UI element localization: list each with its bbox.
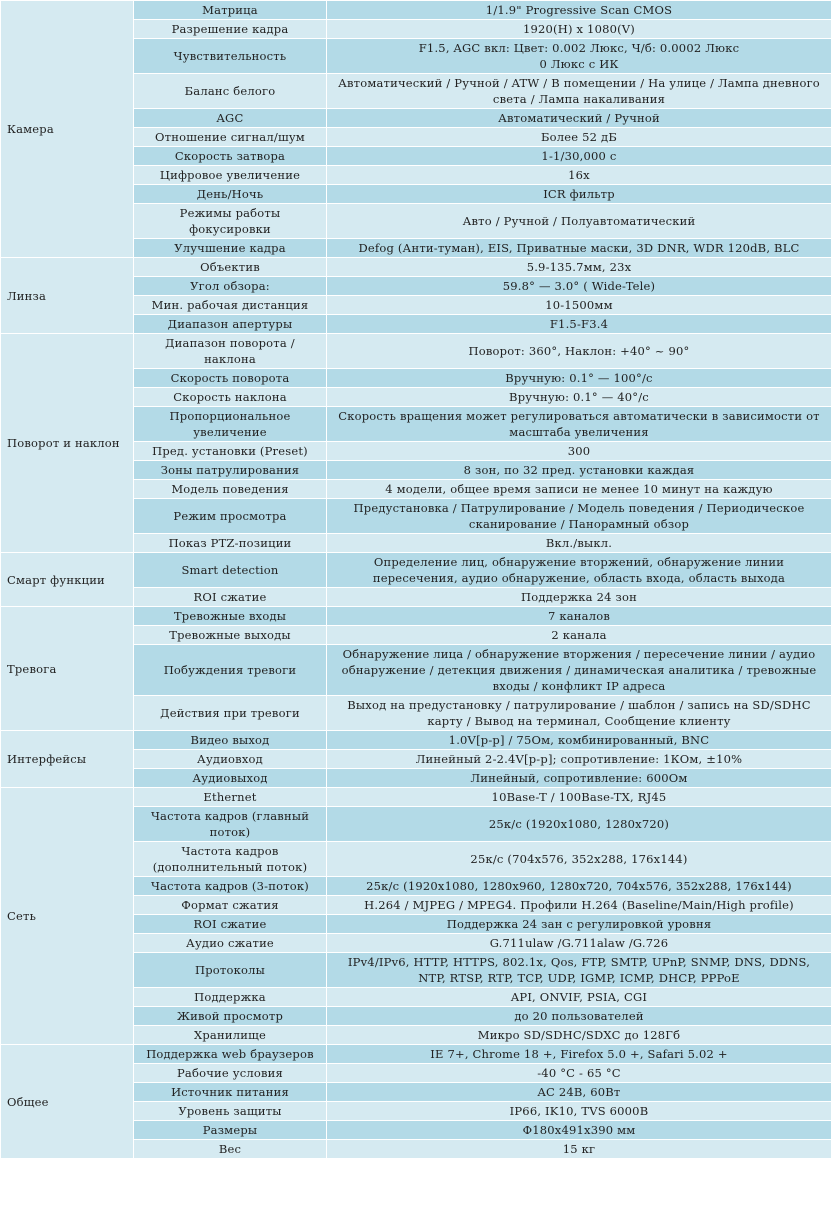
spec-label: Чувствительность: [134, 39, 327, 74]
spec-label: Тревожные входы: [134, 607, 327, 626]
spec-value: 1920(H) x 1080(V): [327, 20, 831, 39]
spec-label: Формат сжатия: [134, 896, 327, 915]
spec-label: Диапазон поворота / наклона: [134, 334, 327, 369]
spec-value: 300: [327, 442, 831, 461]
spec-label: Тревожные выходы: [134, 626, 327, 645]
spec-label: Мин. рабочая дистанция: [134, 296, 327, 315]
spec-value: ICR фильтр: [327, 185, 831, 204]
spec-value: 4 модели, общее время записи не менее 10 минут на каждую: [327, 480, 831, 499]
spec-label: Аудио сжатие: [134, 934, 327, 953]
table-row: [1, 607, 831, 626]
spec-label: Скорость наклона: [134, 388, 327, 407]
spec-label: Скорость поворота: [134, 369, 327, 388]
spec-label: Аудиовход: [134, 750, 327, 769]
spec-label: ROI сжатие: [134, 588, 327, 607]
spec-value: 25к/с (1920x1080, 1280x960, 1280x720, 704x576, 352x288, 176x144): [327, 877, 831, 896]
section-category: Общее: [1, 1045, 134, 1159]
spec-value: до 20 пользователей: [327, 1007, 831, 1026]
spec-value: Поддержка 24 зон: [327, 588, 831, 607]
spec-label: Баланс белого: [134, 74, 327, 109]
spec-value: Обнаружение лица / обнаружение вторжения / пересечение линии / аудио обнаружение / детекция движения / динамическая аналитика / тревожные входы / конфликт IP адреса: [327, 645, 831, 696]
spec-label: Поддержка web браузеров: [134, 1045, 327, 1064]
spec-label: Поддержка: [134, 988, 327, 1007]
spec-value: 2 канала: [327, 626, 831, 645]
specifications-body: [1, 1, 831, 1159]
spec-value: AC 24В, 60Вт: [327, 1083, 831, 1102]
spec-label: Улучшение кадра: [134, 239, 327, 258]
spec-label: Частота кадров (дополнительный поток): [134, 842, 327, 877]
spec-value: Линейный 2-2.4V[p-p]; сопротивление: 1КОм, ±10%: [327, 750, 831, 769]
spec-value: 8 зон, по 32 пред. установки каждая: [327, 461, 831, 480]
section-category: Линза: [1, 258, 134, 334]
spec-label: Частота кадров (3-поток): [134, 877, 327, 896]
spec-label: Уровень защиты: [134, 1102, 327, 1121]
spec-label: Режимы работы фокусировки: [134, 204, 327, 239]
section-category: Смарт функции: [1, 553, 134, 607]
spec-label: Протоколы: [134, 953, 327, 988]
spec-value: Вручную: 0.1° — 100°/с: [327, 369, 831, 388]
spec-label: Живой просмотр: [134, 1007, 327, 1026]
spec-label: Отношение сигнал/шум: [134, 128, 327, 147]
spec-value: 5.9-135.7мм, 23x: [327, 258, 831, 277]
spec-label: День/Ночь: [134, 185, 327, 204]
table-row: [1, 553, 831, 588]
spec-value: Поворот: 360°, Наклон: +40° ~ 90°: [327, 334, 831, 369]
spec-label: Действия при тревоги: [134, 696, 327, 731]
spec-value: Определение лиц, обнаружение вторжений, обнаружение линии пересечения, аудио обнаружение, область входа, область выхода: [327, 553, 831, 588]
spec-value: 1.0V[p-p] / 75Ом, комбинированный, BNC: [327, 731, 831, 750]
spec-value: Выход на предустановку / патрулирование / шаблон / запись на SD/SDHC карту / Вывод на терминал, Сообщение клиенту: [327, 696, 831, 731]
table-row: [1, 1045, 831, 1064]
spec-value: 7 каналов: [327, 607, 831, 626]
spec-label: Диапазон апертуры: [134, 315, 327, 334]
table-row: [1, 334, 831, 369]
spec-value: 10-1500мм: [327, 296, 831, 315]
spec-label: Показ PTZ-позиции: [134, 534, 327, 553]
spec-label: Скорость затвора: [134, 147, 327, 166]
spec-value: Микро SD/SDHC/SDXC до 128Гб: [327, 1026, 831, 1045]
spec-value: 15 кг: [327, 1140, 831, 1159]
spec-value: Авто / Ручной / Полуавтоматический: [327, 204, 831, 239]
spec-value: G.711ulaw /G.711alaw /G.726: [327, 934, 831, 953]
spec-label: Вес: [134, 1140, 327, 1159]
spec-label: Видео выход: [134, 731, 327, 750]
spec-value: 16x: [327, 166, 831, 185]
spec-label: Аудиовыход: [134, 769, 327, 788]
spec-value: Поддержка 24 зан с регулировкой уровня: [327, 915, 831, 934]
spec-value: IP66, IK10, TVS 6000B: [327, 1102, 831, 1121]
spec-value: Скорость вращения может регулироваться автоматически в зависимости от масштаба увеличения: [327, 407, 831, 442]
spec-value: 59.8° — 3.0° ( Wide-Tele): [327, 277, 831, 296]
spec-label: Матрица: [134, 1, 327, 20]
spec-label: Размеры: [134, 1121, 327, 1140]
spec-value: Defog (Анти-туман), EIS, Приватные маски, 3D DNR, WDR 120dB, BLC: [327, 239, 831, 258]
spec-label: Разрешение кадра: [134, 20, 327, 39]
table-row: [1, 788, 831, 807]
spec-label: Режим просмотра: [134, 499, 327, 534]
spec-label: Источник питания: [134, 1083, 327, 1102]
spec-value: Автоматический / Ручной: [327, 109, 831, 128]
table-row: [1, 731, 831, 750]
spec-value: 1/1.9" Progressive Scan CMOS: [327, 1, 831, 20]
spec-value: 10Base-T / 100Base-TX, RJ45: [327, 788, 831, 807]
spec-value: H.264 / MJPEG / MPEG4. Профили H.264 (Baseline/Main/High profile): [327, 896, 831, 915]
spec-label: Побуждения тревоги: [134, 645, 327, 696]
spec-label: Пропорциональное увеличение: [134, 407, 327, 442]
spec-label: Зоны патрулирования: [134, 461, 327, 480]
spec-value: Вручную: 0.1° — 40°/с: [327, 388, 831, 407]
spec-value: IE 7+, Chrome 18 +, Firefox 5.0 +, Safari 5.02 +: [327, 1045, 831, 1064]
spec-value: Вкл./выкл.: [327, 534, 831, 553]
section-category: Интерфейсы: [1, 731, 134, 788]
spec-value: F1.5-F3.4: [327, 315, 831, 334]
section-category: Тревога: [1, 607, 134, 731]
spec-value: 25к/с (1920x1080, 1280x720): [327, 807, 831, 842]
spec-label: Рабочие условия: [134, 1064, 327, 1083]
table-row: [1, 1, 831, 20]
spec-value: Автоматический / Ручной / ATW / В помещении / На улице / Лампа дневного света / Лампа накаливания: [327, 74, 831, 109]
spec-label: Объектив: [134, 258, 327, 277]
spec-value: 1-1/30,000 с: [327, 147, 831, 166]
section-category: Поворот и наклон: [1, 334, 134, 553]
spec-value: -40 °C - 65 °C: [327, 1064, 831, 1083]
spec-label: AGC: [134, 109, 327, 128]
spec-label: ROI сжатие: [134, 915, 327, 934]
spec-label: Угол обзора:: [134, 277, 327, 296]
spec-value: F1.5, AGC вкл: Цвет: 0.002 Люкс, Ч/б: 0.0002 Люкс 0 Люкс с ИК: [327, 39, 831, 74]
spec-value: API, ONVIF, PSIA, CGI: [327, 988, 831, 1007]
spec-value: 25к/с (704x576, 352x288, 176x144): [327, 842, 831, 877]
spec-label: Smart detection: [134, 553, 327, 588]
spec-label: Хранилище: [134, 1026, 327, 1045]
spec-label: Ethernet: [134, 788, 327, 807]
spec-label: Цифровое увеличение: [134, 166, 327, 185]
spec-value: Линейный, сопротивление: 600Ом: [327, 769, 831, 788]
spec-value: IPv4/IPv6, HTTP, HTTPS, 802.1x, Qos, FTP, SMTP, UPnP, SNMP, DNS, DDNS, NTP, RTSP, RTP, TCP, UDP, IGMP, ICMP, DHCP, PPPoE: [327, 953, 831, 988]
spec-label: Частота кадров (главный поток): [134, 807, 327, 842]
spec-label: Пред. установки (Preset): [134, 442, 327, 461]
section-category: Сеть: [1, 788, 134, 1045]
spec-value: Более 52 дБ: [327, 128, 831, 147]
table-row: [1, 258, 831, 277]
spec-label: Модель поведения: [134, 480, 327, 499]
spec-value: Предустановка / Патрулирование / Модель поведения / Периодическое сканирование / Панорамный обзор: [327, 499, 831, 534]
section-category: Камера: [1, 1, 134, 258]
spec-value: Φ180x491x390 мм: [327, 1121, 831, 1140]
